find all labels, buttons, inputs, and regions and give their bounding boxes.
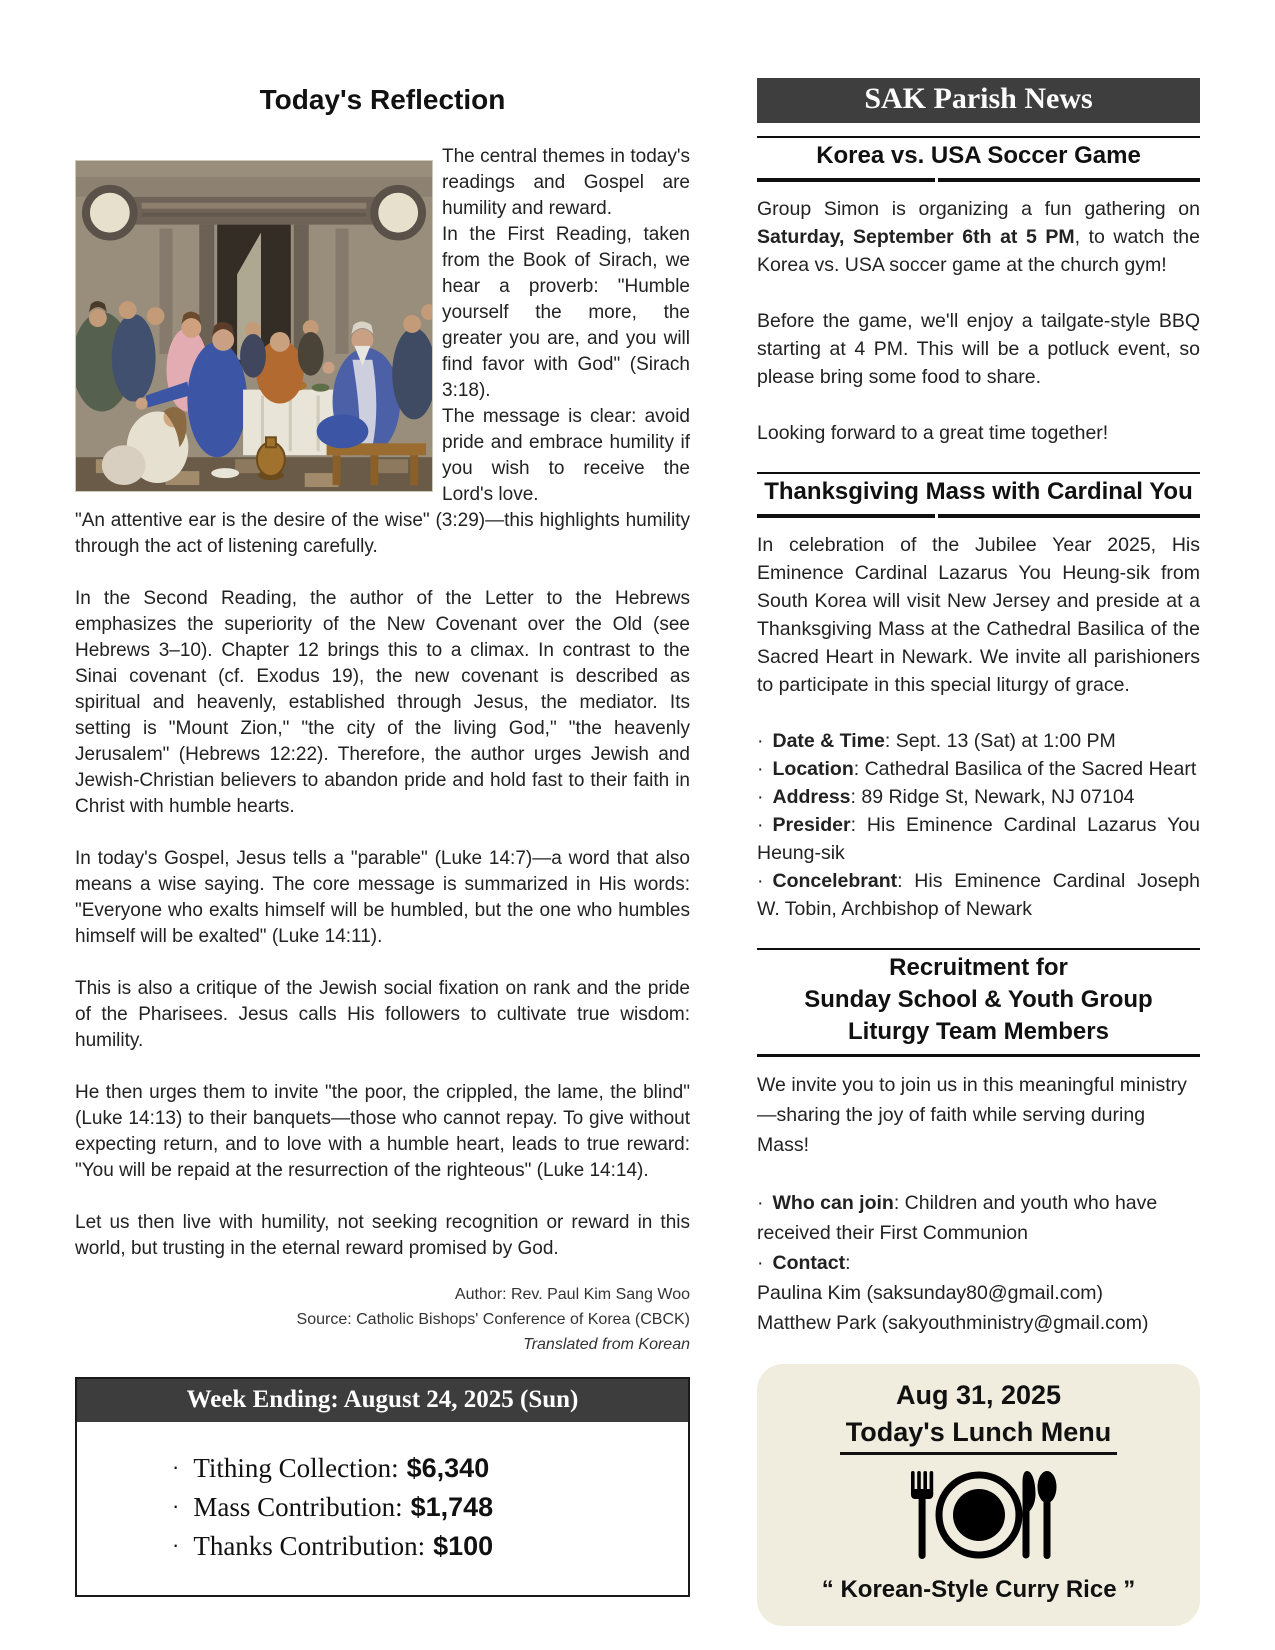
bullet-icon: · [757,730,764,752]
bullet-icon: · [757,1252,764,1274]
collection-row [172,1487,493,1526]
detail-label: Who can join [772,1192,894,1214]
detail-label: Address [772,786,851,808]
bullet-icon: · [757,814,764,836]
plate-fork-knife-spoon-icon [767,1465,1190,1570]
mass-detail-row [757,867,1200,923]
reflection-paragraph: He then urges them to invite "the poor, the crippled, the lame, the blind" (Luke 14:13) to their banquets—those who cannot repay. To give without expecting return, and to love with a humble heart, leads to true reward: "You will be repaid at the resurrection of the righteous" (Luke 14:14). [75,1082,690,1181]
mass-detail-row [757,755,1200,783]
section-underline [757,178,1200,182]
bullet-icon: · [757,870,764,892]
soccer-paragraph: Looking forward to a great time together! [757,422,1109,444]
soccer-paragraph [757,195,1200,279]
contact-line: Paulina Kim (saksunday80@gmail.com) [757,1282,1104,1304]
reflection-paragraph: In today's Gospel, Jesus tells a "parable" (Luke 14:7)—a word that also means a wise saying. The core message is summarized in His words: "Everyone who exalts himself will be humbled, but the one who humbles himself will be exalted" (Luke 14:11). [75,848,690,947]
bullet-icon: · [757,758,764,780]
detail-label: Presider [772,814,851,836]
weekly-collections-box [75,1377,690,1597]
detail-label: Location [772,758,854,780]
attribution-translated: Translated from Korean [523,1336,690,1353]
reflection-paragraph: In the Second Reading, the author of the Letter to the Hebrews emphasizes the superiority of the New Covenant over the Old (see Hebrews 3–10). Chapter 12 brings this to a climax. In contrast to the Sinai covenant (cf. Exodus 19), the new covenant is described as spiritual and heavenly, established through Jesus, the mediator. Its setting is "Mount Zion," "the city of the living God," "the heavenly Jerusalem" (Hebrews 12:22). Therefore, the author urges Jewish and Jewish-Christian believers to abandon pride and hold fast to their faith in Christ with humble hearts. [75,588,690,817]
detail-label: Date & Time [772,730,885,752]
reflection-paragraph: "An attentive ear is the desire of the wise" (3:29)—this highlights humility through the act of listening carefully. [75,510,690,557]
reflection-paragraph: Let us then live with humility, not seeking recognition or reward in this world, but trusting in the eternal reward promised by God. [75,1212,690,1259]
reflection-paragraph: In the First Reading, taken from the Book of Sirach, we hear a proverb: "Humble yourself the more, the greater you are, and you will find favor with God" (Sirach 3:18). [442,224,690,401]
detail-text: : His Eminence Cardinal Joseph W. Tobin, Archbishop of Newark [757,870,1200,920]
lunch-title-wrap [767,1417,1190,1455]
mass-detail-row [757,727,1200,755]
page-title: Today's Reflection [259,84,506,115]
reflection-paragraph: The central themes in today's readings and Gospel are humility and reward. [442,146,690,219]
collection-row [172,1526,493,1565]
bullet-icon: · [172,1454,180,1479]
contact-line: Matthew Park (sakyouthministry@gmail.com) [757,1312,1149,1334]
detail-text: : His Eminence Cardinal Lazarus You Heung-sik [757,814,1200,864]
section-heading-mass: Thanksgiving Mass with Cardinal You [764,478,1193,505]
collection-amount: $1,748 [410,1492,494,1522]
detail-text: : [845,1252,851,1274]
collection-label: Thanks Contribution: [193,1531,426,1561]
lunch-menu-card [757,1364,1200,1626]
detail-label: Contact [772,1252,846,1274]
detail-text: : Children and youth who have received their First Communion [757,1192,1158,1244]
bullet-icon: · [757,786,764,808]
heading-line: Liturgy Team Members [848,1018,1109,1045]
parish-news-column [757,78,1200,1626]
lunch-date: Aug 31, 2025 [895,1380,1062,1410]
detail-text: : Cathedral Basilica of the Sacred Heart [853,758,1197,780]
lunch-menu-name: “ Korean-Style Curry Rice ” [821,1576,1136,1603]
heading-line: Recruitment for [889,954,1068,981]
soccer-paragraph: Before the game, we'll enjoy a tailgate-style BBQ starting at 4 PM. This will be a potluck event, so please bring some food to share. [757,310,1200,388]
attribution-author: Author: Rev. Paul Kim Sang Woo [454,1286,690,1303]
collections-header: Week Ending: August 24, 2025 (Sun) [77,1379,688,1422]
section-underline [757,1054,1200,1057]
section-underline [757,514,1200,518]
collection-row [172,1448,493,1487]
mass-intro-paragraph: In celebration of the Jubilee Year 2025, His Eminence Cardinal Lazarus You Heung-sik from South Korea will visit New Jersey and preside at a Thanksgiving Mass at the Cathedral Basilica of the Sacred Heart in Newark. We invite all parishioners to participate in this special liturgy of grace. [757,534,1200,696]
bullet-icon: · [757,1192,764,1214]
heading-line: Sunday School & Youth Group [804,986,1153,1013]
section-heading-recruitment [757,950,1200,1049]
mass-detail-row [757,783,1200,811]
section-heading-soccer: Korea vs. USA Soccer Game [816,142,1141,169]
detail-text: : 89 Ridge St, Newark, NJ 07104 [850,786,1135,808]
soccer-date-highlight: Saturday, September 6th at 5 PM [757,226,1075,248]
soccer-text: , to watch the Korea vs. USA soccer game at the church gym! [757,226,1200,276]
parish-news-banner: SAK Parish News [757,78,1200,123]
collection-amount: $6,340 [406,1453,490,1483]
recruitment-body [757,1070,1200,1338]
reflection-paragraph: This is also a critique of the Jewish social fixation on rank and the pride of the Pharisees. Jesus calls His followers to cultivate true wisdom: humility. [75,978,690,1051]
collection-label: Tithing Collection: [193,1453,399,1483]
collections-list [172,1448,493,1565]
supper-painting [75,160,433,492]
recruitment-intro: We invite you to join us in this meaningful ministry—sharing the joy of faith while serving during Mass! [757,1074,1187,1156]
attribution-source: Source: Catholic Bishops' Conference of Korea (CBCK) [296,1311,690,1328]
collections-body [77,1422,688,1595]
attribution-block [75,1282,690,1357]
soccer-text: Group Simon is organizing a fun gathering on [757,198,1200,220]
mass-detail-row [757,811,1200,867]
recruitment-detail-row [757,1248,1200,1278]
recruitment-detail-row [757,1188,1200,1248]
lunch-title: Today's Lunch Menu [840,1417,1117,1455]
bullet-icon: · [172,1493,180,1518]
collection-amount: $100 [433,1531,494,1561]
detail-text: : Sept. 13 (Sat) at 1:00 PM [884,730,1116,752]
reflection-body [75,144,690,1262]
collection-label: Mass Contribution: [193,1492,403,1522]
bullet-icon: · [172,1532,180,1557]
detail-label: Concelebrant [772,870,898,892]
painting-illustration [76,161,432,491]
reflection-paragraph: The message is clear: avoid pride and embrace humility if you wish to receive the Lord's love. [442,406,690,505]
reflection-column [75,78,690,1626]
